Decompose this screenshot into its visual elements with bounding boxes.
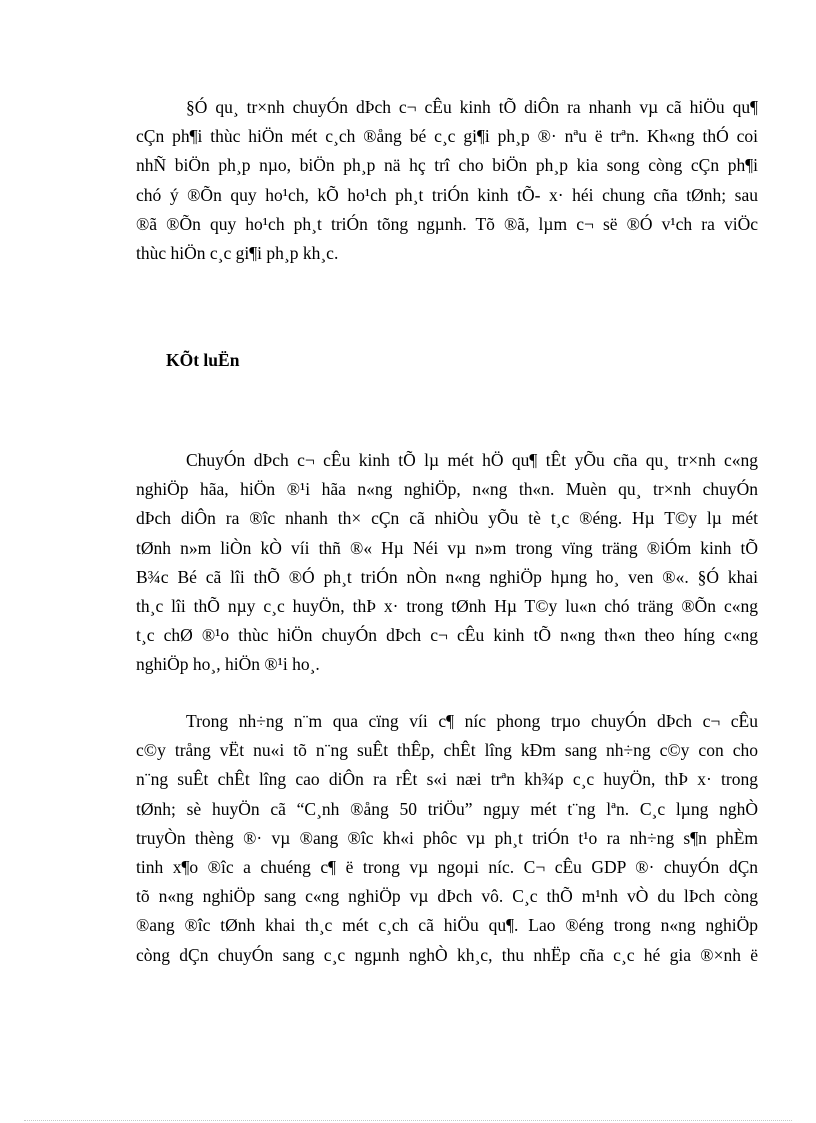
- paragraph-intro: [136, 93, 758, 268]
- paragraph-line: tinh x¶o ®îc a chuéng c¶ ë trong vµ ngoµi níc. C¬ cÊu GDP ®· chuyÓn dÇn: [136, 857, 758, 878]
- paragraph-line: nghiÖp hãa, hiÖn ®¹i hãa n«ng nghiÖp, n«ng th«n. Muèn qu¸ tr×nh chuyÓn: [136, 479, 758, 500]
- paragraph-conclusion-2: [136, 707, 758, 970]
- paragraph-line: t¸c chØ ®¹o thùc hiÖn chuyÓn dÞch c¬ cÊu kinh tÕ n«ng th«n theo híng c«ng: [136, 625, 758, 646]
- paragraph-line: tØnh; sè huyÖn cã “C¸nh ®ång 50 triÖu” ngµy mét t¨ng lªn. C¸c lµng nghÒ: [136, 798, 758, 819]
- paragraph-line: ChuyÓn dÞch c¬ cÊu kinh tÕ lµ mét hÖ qu¶ tÊt yÕu cña qu¸ tr×nh c«ng: [186, 450, 758, 470]
- paragraph-line: cÇn ph¶i thùc hiÖn mét c¸ch ®ång bé c¸c gi¶i ph¸p ®· nªu ë trªn. Kh«ng thÓ coi: [136, 126, 758, 147]
- paragraph-line: Trong nh÷ng n¨m qua cïng víi c¶ níc phong trµo chuyÓn dÞch c¬ cÊu: [186, 711, 758, 731]
- paragraph-line: n¨ng suÊt chÊt lîng cao diÔn ra rÊt s«i næi trªn kh¾p c¸c huyÖn, thÞ x· trong: [136, 769, 758, 790]
- paragraph-conclusion-1: [136, 446, 758, 680]
- paragraph-line: còng dÇn chuyÓn sang c¸c ngµnh nghÒ kh¸c, thu nhËp cña c¸c hé gia ®×nh ë: [136, 944, 758, 965]
- paragraph-line: dÞch diÔn ra ®îc nhanh th× cÇn cã nhiÒu yÕu tè t¸c ®éng. Hµ T©y lµ mét: [136, 508, 758, 529]
- paragraph-line: chó ý ®Õn quy ho¹ch, kÕ ho¹ch ph¸t triÓn kinh tÕ- x· héi chung cña tØnh; sau: [136, 184, 758, 205]
- page-bottom-rule: [24, 1120, 792, 1121]
- paragraph-line: nghiÖp ho¸, hiÖn ®¹i ho¸.: [136, 654, 320, 675]
- paragraph-line: nhÑ biÖn ph¸p nµo, biÖn ph¸p nä hç trî cho biÖn ph¸p kia song còng cÇn ph¶i: [136, 155, 758, 176]
- paragraph-line: c©y trång vËt nu«i tõ n¨ng suÊt thÊp, chÊt lîng kÐm sang nh÷ng c©y con cho: [136, 740, 758, 761]
- paragraph-line: §Ó qu¸ tr×nh chuyÓn dÞch c¬ cÊu kinh tÕ diÔn ra nhanh vµ cã hiÖu qu¶: [186, 97, 758, 117]
- paragraph-line: ®ã ®Õn quy ho¹ch ph¸t triÓn tõng ngµnh. Tõ ®ã, lµm c¬ së ®Ó v¹ch ra viÖc: [136, 213, 758, 234]
- paragraph-line: tØnh n»m liÒn kÒ víi thñ ®« Hµ Néi vµ n»m trong vïng träng ®iÓm kinh tÕ: [136, 537, 758, 558]
- paragraph-line: B¾c Bé cã lîi thÕ ®Ó ph¸t triÓn nÒn n«ng nghiÖp hµng ho¸ ven ®«. §Ó khai: [136, 566, 758, 587]
- paragraph-line: truyÒn thèng ®· vµ ®ang ®îc kh«i phôc vµ ph¸t triÓn t¹o ra nh÷ng s¶n phÈm: [136, 827, 758, 848]
- section-heading: KÕt luËn: [166, 350, 240, 370]
- paragraph-line: thùc hiÖn c¸c gi¶i ph¸p kh¸c.: [136, 243, 339, 264]
- paragraph-line: tõ n«ng nghiÖp sang c«ng nghiÖp vµ dÞch vô. C¸c thÕ m¹nh vÒ du lÞch còng: [136, 886, 758, 907]
- paragraph-line: ®ang ®îc tØnh khai th¸c mét c¸ch cã hiÖu qu¶. Lao ®éng trong n«ng nghiÖp: [136, 915, 758, 936]
- paragraph-line: th¸c lîi thÕ nµy c¸c huyÖn, thÞ x· trong tØnh Hµ T©y lu«n chó träng ®Õn c«ng: [136, 596, 758, 617]
